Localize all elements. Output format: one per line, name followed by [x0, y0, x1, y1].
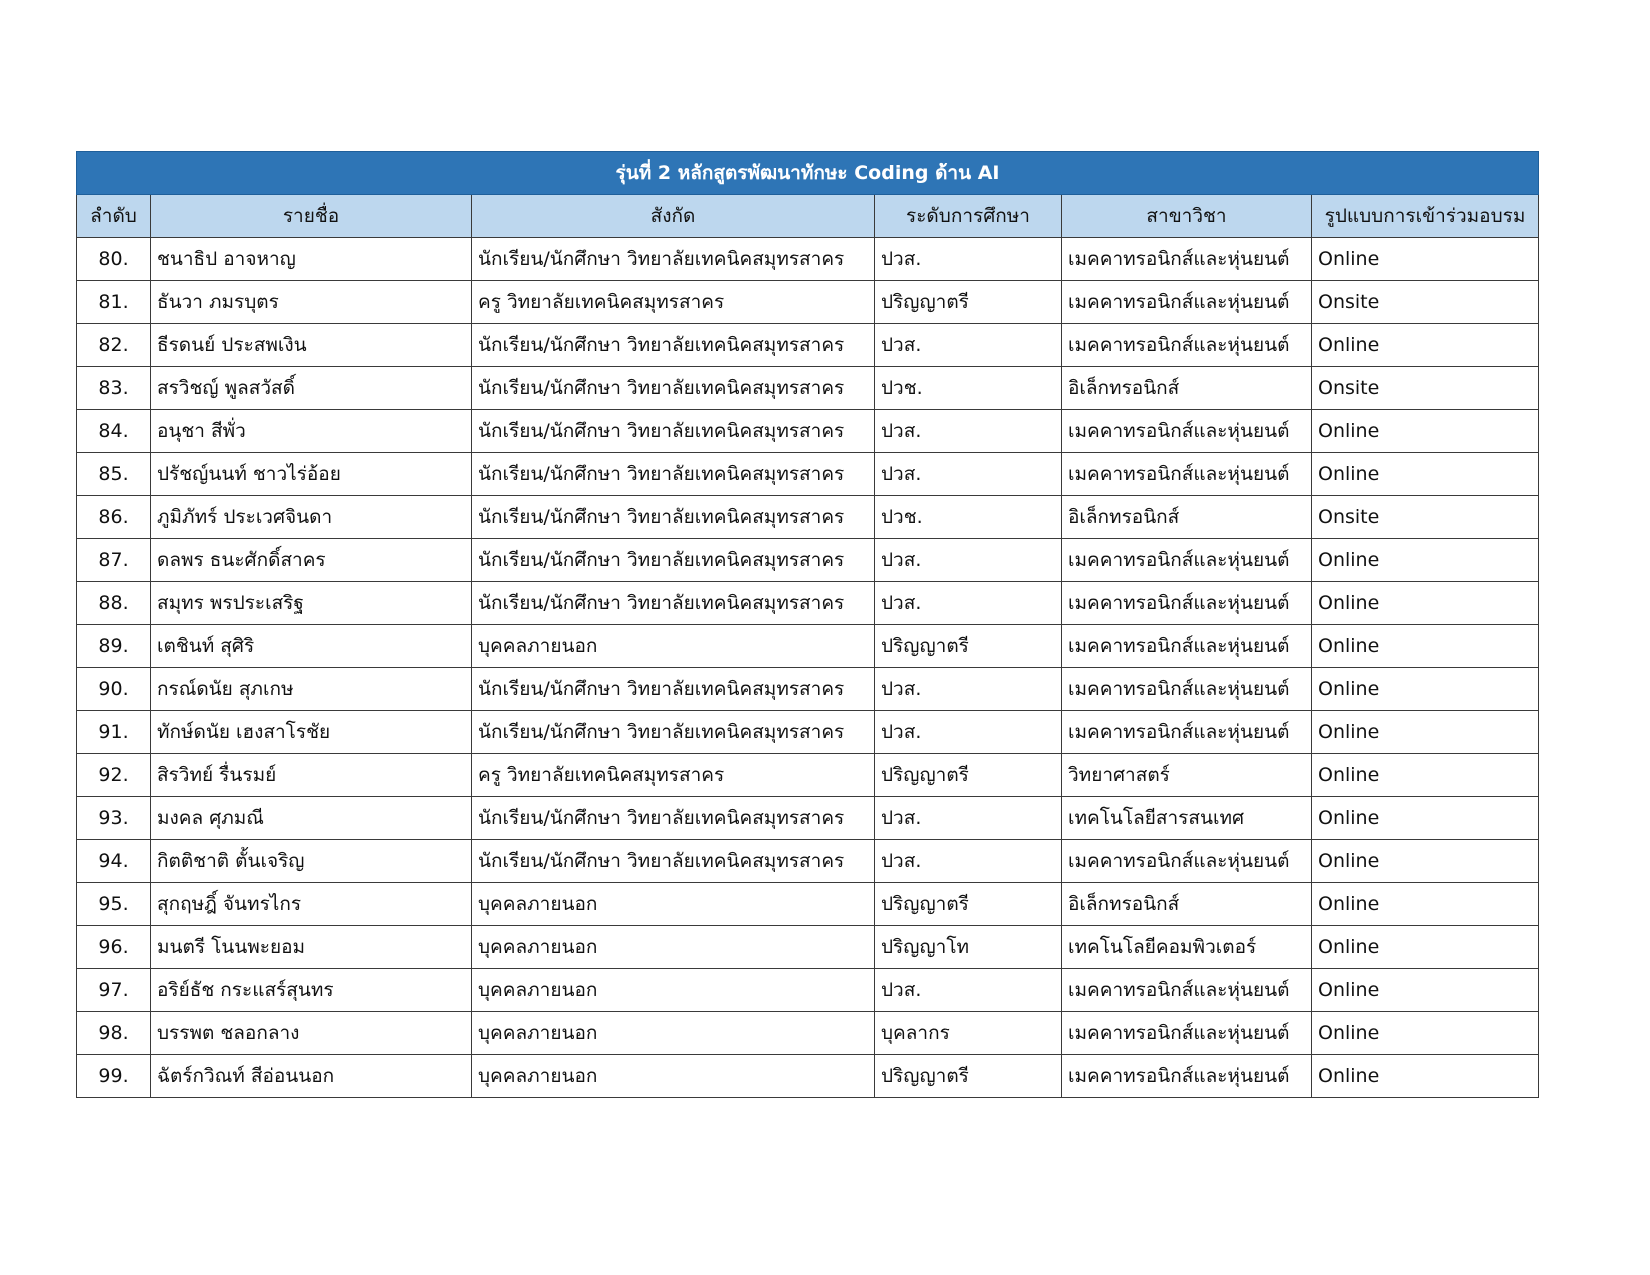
cell-affiliation: นักเรียน/นักศึกษา วิทยาลัยเทคนิคสมุทรสาคร	[472, 410, 875, 453]
cell-major: เมคคาทรอนิกส์และหุ่นยนต์	[1062, 1055, 1312, 1098]
cell-seq: 97.	[77, 969, 151, 1012]
cell-name: กรณ์ดนัย สุภเกษ	[151, 668, 472, 711]
cell-major: วิทยาศาสตร์	[1062, 754, 1312, 797]
cell-mode: Online	[1312, 883, 1539, 926]
cell-education: ปวส.	[875, 668, 1062, 711]
table-row	[77, 754, 1539, 797]
cell-seq: 80.	[77, 238, 151, 281]
cell-mode: Online	[1312, 754, 1539, 797]
cell-major: อิเล็กทรอนิกส์	[1062, 883, 1312, 926]
cell-education: ปวส.	[875, 410, 1062, 453]
table-body	[77, 238, 1539, 1098]
cell-education: ปริญญาโท	[875, 926, 1062, 969]
table-row	[77, 496, 1539, 539]
cell-seq: 93.	[77, 797, 151, 840]
cell-name: ภูมิภัทร์ ประเวศจินดา	[151, 496, 472, 539]
cell-name: มงคล ศุภมณี	[151, 797, 472, 840]
cell-affiliation: บุคคลภายนอก	[472, 1055, 875, 1098]
cell-name: ดลพร ธนะศักดิ์สาคร	[151, 539, 472, 582]
cell-name: สุกฤษฎิ์ จันทรไกร	[151, 883, 472, 926]
cell-seq: 85.	[77, 453, 151, 496]
cell-mode: Online	[1312, 711, 1539, 754]
cell-affiliation: นักเรียน/นักศึกษา วิทยาลัยเทคนิคสมุทรสาคร	[472, 582, 875, 625]
cell-mode: Online	[1312, 1055, 1539, 1098]
table-row	[77, 1012, 1539, 1055]
cell-major: เมคคาทรอนิกส์และหุ่นยนต์	[1062, 238, 1312, 281]
cell-seq: 81.	[77, 281, 151, 324]
header-education: ระดับการศึกษา	[875, 195, 1062, 238]
cell-seq: 99.	[77, 1055, 151, 1098]
cell-name: สรวิชญ์ พูลสวัสดิ์	[151, 367, 472, 410]
cell-name: บรรพต ชลอกลาง	[151, 1012, 472, 1055]
cell-affiliation: บุคคลภายนอก	[472, 926, 875, 969]
cell-education: ปวส.	[875, 797, 1062, 840]
table-row	[77, 1055, 1539, 1098]
cell-name: เตชินท์ สุศิริ	[151, 625, 472, 668]
table-title: รุ่นที่ 2 หลักสูตรพัฒนาทักษะ Coding ด้าน AI	[77, 152, 1539, 195]
cell-major: เมคคาทรอนิกส์และหุ่นยนต์	[1062, 625, 1312, 668]
table-row	[77, 625, 1539, 668]
table-row	[77, 668, 1539, 711]
cell-mode: Onsite	[1312, 367, 1539, 410]
table-title-row	[77, 152, 1539, 195]
cell-affiliation: นักเรียน/นักศึกษา วิทยาลัยเทคนิคสมุทรสาคร	[472, 797, 875, 840]
table-row	[77, 711, 1539, 754]
cell-major: เทคโนโลยีสารสนเทศ	[1062, 797, 1312, 840]
table-row	[77, 367, 1539, 410]
cell-affiliation: บุคคลภายนอก	[472, 883, 875, 926]
cell-seq: 84.	[77, 410, 151, 453]
table-row	[77, 969, 1539, 1012]
cell-seq: 82.	[77, 324, 151, 367]
table-row	[77, 582, 1539, 625]
cell-name: ฉัตร์กวิณท์ สีอ่อนนอก	[151, 1055, 472, 1098]
cell-education: ปวส.	[875, 539, 1062, 582]
cell-education: ปวช.	[875, 367, 1062, 410]
cell-major: เมคคาทรอนิกส์และหุ่นยนต์	[1062, 668, 1312, 711]
table-row	[77, 453, 1539, 496]
cell-major: อิเล็กทรอนิกส์	[1062, 496, 1312, 539]
cell-seq: 95.	[77, 883, 151, 926]
cell-mode: Online	[1312, 1012, 1539, 1055]
cell-affiliation: นักเรียน/นักศึกษา วิทยาลัยเทคนิคสมุทรสาคร	[472, 367, 875, 410]
table-row	[77, 539, 1539, 582]
cell-mode: Online	[1312, 625, 1539, 668]
cell-major: เมคคาทรอนิกส์และหุ่นยนต์	[1062, 711, 1312, 754]
cell-seq: 92.	[77, 754, 151, 797]
cell-mode: Online	[1312, 926, 1539, 969]
cell-affiliation: ครู วิทยาลัยเทคนิคสมุทรสาคร	[472, 281, 875, 324]
cell-seq: 89.	[77, 625, 151, 668]
cell-education: ปริญญาตรี	[875, 883, 1062, 926]
cell-seq: 87.	[77, 539, 151, 582]
cell-mode: Online	[1312, 969, 1539, 1012]
cell-affiliation: นักเรียน/นักศึกษา วิทยาลัยเทคนิคสมุทรสาคร	[472, 539, 875, 582]
cell-mode: Onsite	[1312, 496, 1539, 539]
cell-seq: 96.	[77, 926, 151, 969]
cell-education: ปวส.	[875, 582, 1062, 625]
cell-mode: Online	[1312, 539, 1539, 582]
cell-major: เมคคาทรอนิกส์และหุ่นยนต์	[1062, 1012, 1312, 1055]
cell-affiliation: บุคคลภายนอก	[472, 969, 875, 1012]
cell-education: ปวส.	[875, 453, 1062, 496]
cell-mode: Online	[1312, 324, 1539, 367]
cell-education: ปริญญาตรี	[875, 281, 1062, 324]
cell-major: อิเล็กทรอนิกส์	[1062, 367, 1312, 410]
cell-education: ปวส.	[875, 711, 1062, 754]
cell-seq: 91.	[77, 711, 151, 754]
cell-seq: 98.	[77, 1012, 151, 1055]
cell-affiliation: นักเรียน/นักศึกษา วิทยาลัยเทคนิคสมุทรสาคร	[472, 496, 875, 539]
cell-education: ปวส.	[875, 324, 1062, 367]
cell-education: ปริญญาตรี	[875, 625, 1062, 668]
cell-mode: Online	[1312, 668, 1539, 711]
cell-education: ปวส.	[875, 969, 1062, 1012]
cell-name: อริย์ธัช กระแสร์สุนทร	[151, 969, 472, 1012]
cell-affiliation: บุคคลภายนอก	[472, 625, 875, 668]
cell-name: ธันวา ภมรบุตร	[151, 281, 472, 324]
header-mode: รูปแบบการเข้าร่วมอบรม	[1312, 195, 1539, 238]
participant-table-sheet	[76, 151, 1538, 1098]
table-row	[77, 238, 1539, 281]
cell-mode: Onsite	[1312, 281, 1539, 324]
header-seq: ลำดับ	[77, 195, 151, 238]
cell-major: เมคคาทรอนิกส์และหุ่นยนต์	[1062, 969, 1312, 1012]
table-row	[77, 840, 1539, 883]
cell-affiliation: นักเรียน/นักศึกษา วิทยาลัยเทคนิคสมุทรสาคร	[472, 668, 875, 711]
table-row	[77, 281, 1539, 324]
header-major: สาขาวิชา	[1062, 195, 1312, 238]
cell-mode: Online	[1312, 582, 1539, 625]
cell-name: ธีรดนย์ ประสพเงิน	[151, 324, 472, 367]
cell-major: เมคคาทรอนิกส์และหุ่นยนต์	[1062, 410, 1312, 453]
cell-major: เมคคาทรอนิกส์และหุ่นยนต์	[1062, 281, 1312, 324]
cell-education: ปวช.	[875, 496, 1062, 539]
table-row	[77, 324, 1539, 367]
cell-name: อนุชา สีพั่ว	[151, 410, 472, 453]
table-row	[77, 926, 1539, 969]
cell-education: ปริญญาตรี	[875, 1055, 1062, 1098]
cell-education: ปริญญาตรี	[875, 754, 1062, 797]
cell-affiliation: บุคคลภายนอก	[472, 1012, 875, 1055]
header-affiliation: สังกัด	[472, 195, 875, 238]
cell-major: เมคคาทรอนิกส์และหุ่นยนต์	[1062, 324, 1312, 367]
cell-affiliation: ครู วิทยาลัยเทคนิคสมุทรสาคร	[472, 754, 875, 797]
participant-table	[76, 151, 1539, 1098]
cell-name: ชนาธิป อาจหาญ	[151, 238, 472, 281]
cell-name: สิรวิทย์ รื่นรมย์	[151, 754, 472, 797]
table-row	[77, 797, 1539, 840]
cell-mode: Online	[1312, 410, 1539, 453]
cell-seq: 88.	[77, 582, 151, 625]
cell-affiliation: นักเรียน/นักศึกษา วิทยาลัยเทคนิคสมุทรสาคร	[472, 324, 875, 367]
table-row	[77, 883, 1539, 926]
cell-affiliation: นักเรียน/นักศึกษา วิทยาลัยเทคนิคสมุทรสาคร	[472, 238, 875, 281]
cell-education: ปวส.	[875, 238, 1062, 281]
cell-seq: 90.	[77, 668, 151, 711]
cell-name: กิตติชาติ ตั้นเจริญ	[151, 840, 472, 883]
cell-affiliation: นักเรียน/นักศึกษา วิทยาลัยเทคนิคสมุทรสาคร	[472, 840, 875, 883]
cell-major: เมคคาทรอนิกส์และหุ่นยนต์	[1062, 453, 1312, 496]
cell-name: ทักษ์ดนัย เฮงสาโรชัย	[151, 711, 472, 754]
table-header-row	[77, 195, 1539, 238]
cell-name: มนตรี โนนพะยอม	[151, 926, 472, 969]
cell-affiliation: นักเรียน/นักศึกษา วิทยาลัยเทคนิคสมุทรสาคร	[472, 711, 875, 754]
cell-seq: 94.	[77, 840, 151, 883]
header-name: รายชื่อ	[151, 195, 472, 238]
cell-mode: Online	[1312, 238, 1539, 281]
cell-major: เมคคาทรอนิกส์และหุ่นยนต์	[1062, 582, 1312, 625]
cell-seq: 83.	[77, 367, 151, 410]
cell-education: ปวส.	[875, 840, 1062, 883]
table-row	[77, 410, 1539, 453]
cell-name: ปรัชญ์นนท์ ชาวไร่อ้อย	[151, 453, 472, 496]
cell-mode: Online	[1312, 840, 1539, 883]
cell-mode: Online	[1312, 797, 1539, 840]
cell-major: เทคโนโลยีคอมพิวเตอร์	[1062, 926, 1312, 969]
cell-seq: 86.	[77, 496, 151, 539]
cell-major: เมคคาทรอนิกส์และหุ่นยนต์	[1062, 539, 1312, 582]
cell-major: เมคคาทรอนิกส์และหุ่นยนต์	[1062, 840, 1312, 883]
cell-mode: Online	[1312, 453, 1539, 496]
cell-name: สมุทร พรประเสริฐ	[151, 582, 472, 625]
cell-affiliation: นักเรียน/นักศึกษา วิทยาลัยเทคนิคสมุทรสาคร	[472, 453, 875, 496]
cell-education: บุคลากร	[875, 1012, 1062, 1055]
